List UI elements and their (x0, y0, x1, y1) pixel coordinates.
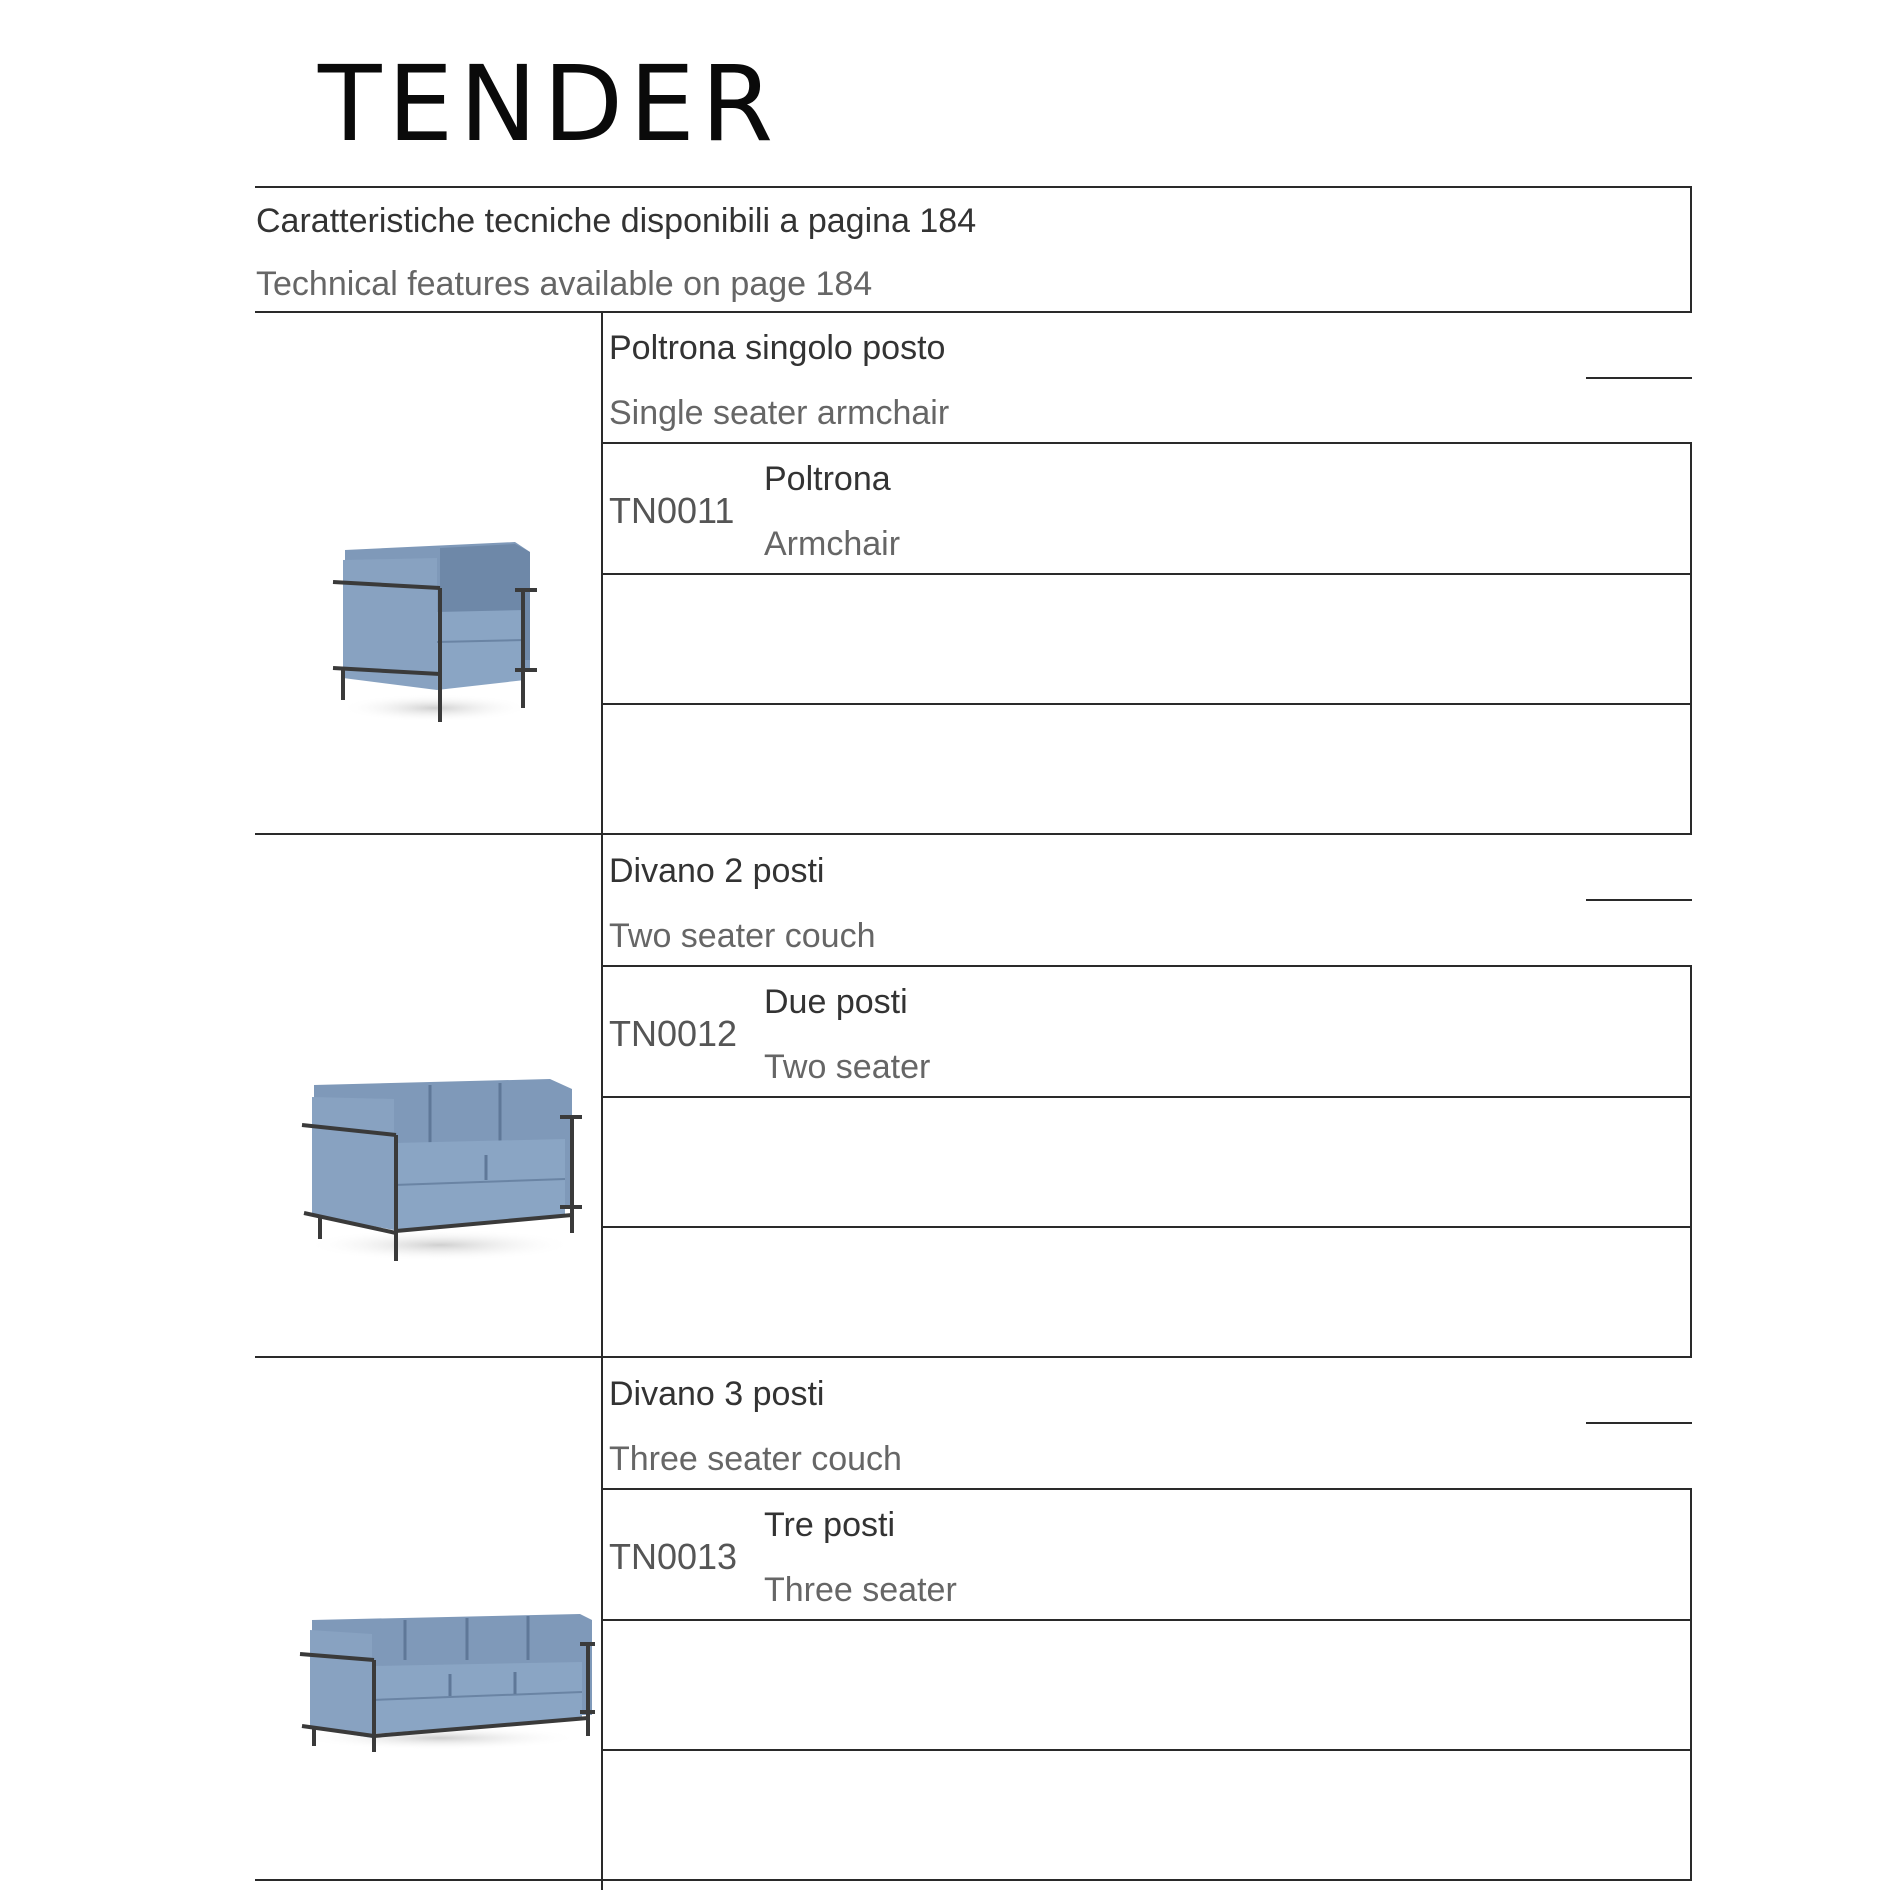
divider (602, 1488, 1692, 1490)
divider (1690, 1488, 1692, 1880)
three-seater-sofa-image (290, 1590, 595, 1760)
section-title-it: Divano 3 posti (609, 1375, 825, 1413)
divider (1690, 442, 1692, 834)
page-title: TENDER (318, 43, 780, 165)
divider (602, 965, 1692, 967)
product-code: TN0013 (609, 1536, 738, 1577)
product-code: TN0012 (609, 1013, 738, 1054)
divider (1690, 965, 1692, 1357)
section-title-en: Two seater couch (609, 917, 876, 955)
section-title-en: Single seater armchair (609, 394, 950, 432)
empty-row (602, 705, 1690, 833)
empty-row (602, 1098, 1690, 1226)
divider (1690, 186, 1692, 313)
divider (255, 1356, 1692, 1358)
section-title-en: Three seater couch (609, 1440, 902, 1478)
divider (255, 833, 1692, 835)
product-name-it: Poltrona (764, 460, 891, 498)
header-text-it: Caratteristiche tecniche disponibili a pagina 184 (256, 202, 977, 240)
divider (602, 442, 1692, 444)
section-title-it: Poltrona singolo posto (609, 329, 946, 367)
armchair-image (325, 530, 545, 730)
empty-row (602, 575, 1690, 703)
header-text-en: Technical features available on page 184 (256, 265, 873, 303)
product-code: TN0011 (609, 490, 735, 531)
product-name-en: Three seater (764, 1571, 957, 1609)
product-name-en: Two seater (764, 1048, 931, 1086)
divider (255, 186, 1692, 188)
divider (255, 311, 1692, 313)
product-name-it: Tre posti (764, 1506, 896, 1544)
divider (1586, 377, 1692, 379)
section-title-it: Divano 2 posti (609, 852, 825, 890)
empty-row (602, 1621, 1690, 1749)
divider (255, 1879, 1692, 1881)
product-name-it: Due posti (764, 983, 908, 1021)
divider (1586, 899, 1692, 901)
product-name-en: Armchair (764, 525, 901, 563)
two-seater-sofa-image (290, 1055, 590, 1275)
divider (1586, 1422, 1692, 1424)
empty-row (602, 1751, 1690, 1879)
empty-row (602, 1228, 1690, 1356)
